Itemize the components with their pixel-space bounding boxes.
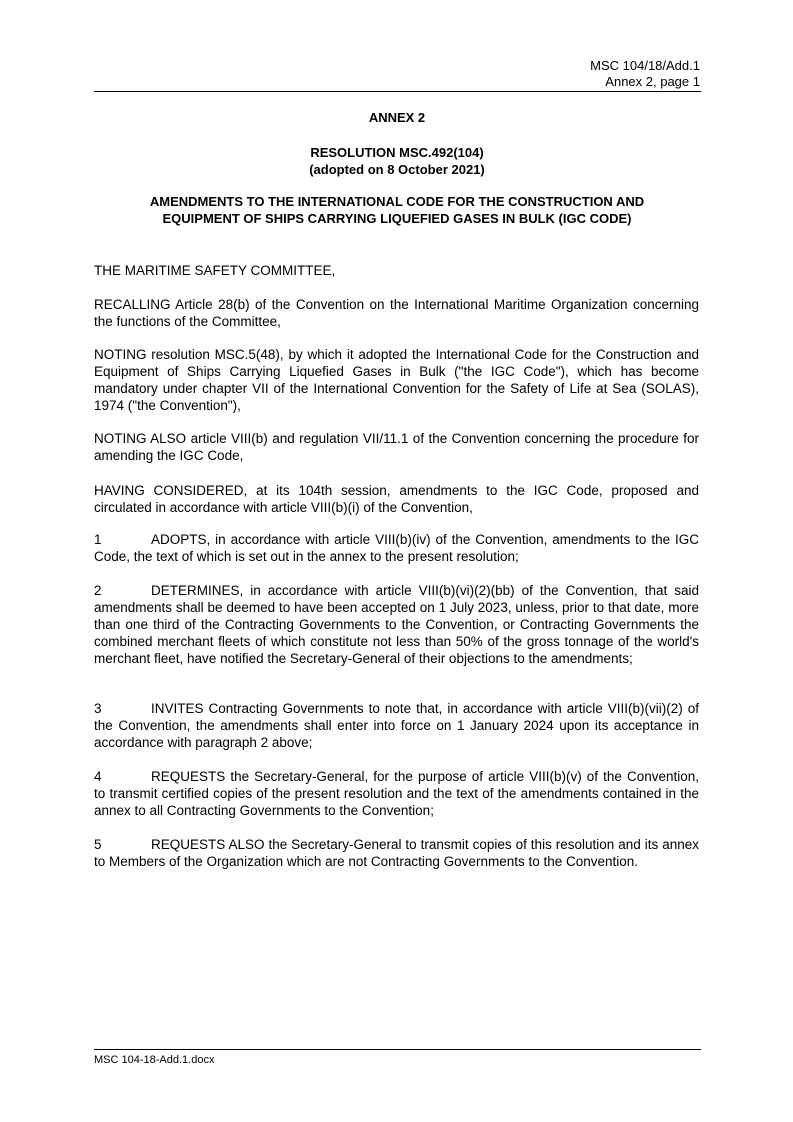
document-title xyxy=(94,193,700,227)
page-header xyxy=(94,58,700,90)
paragraph-text: ADOPTS, in accordance with article VIII(b)(iv) of the Convention, amendments to the IGC Code, the text of which is set out in the annex to the present resolution; xyxy=(94,532,699,564)
paragraph-noting-also: NOTING ALSO article VIII(b) and regulation VII/11.1 of the Convention concerning the procedure for amending the IGC Code, xyxy=(94,431,699,463)
annex-label: ANNEX 2 xyxy=(368,110,426,125)
resolution-heading xyxy=(94,144,700,178)
paragraph-text: DETERMINES, in accordance with article VIII(b)(vi)(2)(bb) of the Convention, that said amendments shall be deemed to have been accepted on 1 July 2023, unless, prior to that date, more than one third of the Contracting Governments to the Convention, or Contracting Governments the combined merchant fleets of which constitute not less than 50% of the gross tonnage of the world's merchant fleet, have notified the Secretary-General of their objections to the amendments; xyxy=(94,583,699,666)
operative-paragraph-2 xyxy=(94,582,699,667)
operative-paragraph-4 xyxy=(94,768,699,819)
header-divider xyxy=(94,91,701,92)
document-reference: MSC 104/18/Add.1 xyxy=(590,58,700,73)
paragraph-noting: NOTING resolution MSC.5(48), by which it adopted the International Code for the Construction and Equipment of Ships Carrying Liquefied Gases in Bulk ("the IGC Code"), which has become mandatory under chapter VII of the International Convention for the Safety of Life at Sea (SOLAS), 1974 ("the Convention"), xyxy=(94,347,699,413)
operative-paragraph-3 xyxy=(94,700,699,751)
paragraph-number: 1 xyxy=(94,532,102,547)
title-line-1: AMENDMENTS TO THE INTERNATIONAL CODE FOR THE CONSTRUCTION AND xyxy=(149,194,645,209)
paragraph-text: INVITES Contracting Governments to note that, in accordance with article VIII(b)(vii)(2) of the Convention, the amendments shall enter into force on 1 January 2024 upon its acceptance in accordance with paragraph 2 above; xyxy=(94,701,699,750)
paragraph-number: 5 xyxy=(94,837,102,852)
paragraph-number: 3 xyxy=(94,701,102,716)
paragraph-number: 2 xyxy=(94,583,102,598)
adoption-date: (adopted on 8 October 2021) xyxy=(309,162,485,177)
paragraph-text: REQUESTS ALSO the Secretary-General to transmit copies of this resolution and its annex to Members of the Organization which are not Contracting Governments to the Convention. xyxy=(94,837,699,869)
operative-paragraph-5 xyxy=(94,836,699,870)
footer-divider xyxy=(94,1049,701,1050)
footer-filename: MSC 104-18-Add.1.docx xyxy=(94,1054,215,1066)
paragraph-text: REQUESTS the Secretary-General, for the purpose of article VIII(b)(v) of the Convention, to transmit certified copies of the present resolution and the text of the amendments contained in the annex to all Contracting Governments to the Convention; xyxy=(94,769,699,818)
paragraph-number: 4 xyxy=(94,769,102,784)
title-line-2: EQUIPMENT OF SHIPS CARRYING LIQUEFIED GASES IN BULK (IGC CODE) xyxy=(162,211,632,226)
page-reference: Annex 2, page 1 xyxy=(605,74,700,89)
paragraph-recalling: RECALLING Article 28(b) of the Convention on the International Maritime Organization concerning the functions of the Committee, xyxy=(94,297,699,329)
paragraph-having-considered: HAVING CONSIDERED, at its 104th session, amendments to the IGC Code, proposed and circulated in accordance with article VIII(b)(i) of the Convention, xyxy=(94,483,699,515)
operative-paragraph-1 xyxy=(94,531,699,565)
paragraph-committee: THE MARITIME SAFETY COMMITTEE, xyxy=(94,263,336,278)
resolution-number: RESOLUTION MSC.492(104) xyxy=(310,145,484,160)
